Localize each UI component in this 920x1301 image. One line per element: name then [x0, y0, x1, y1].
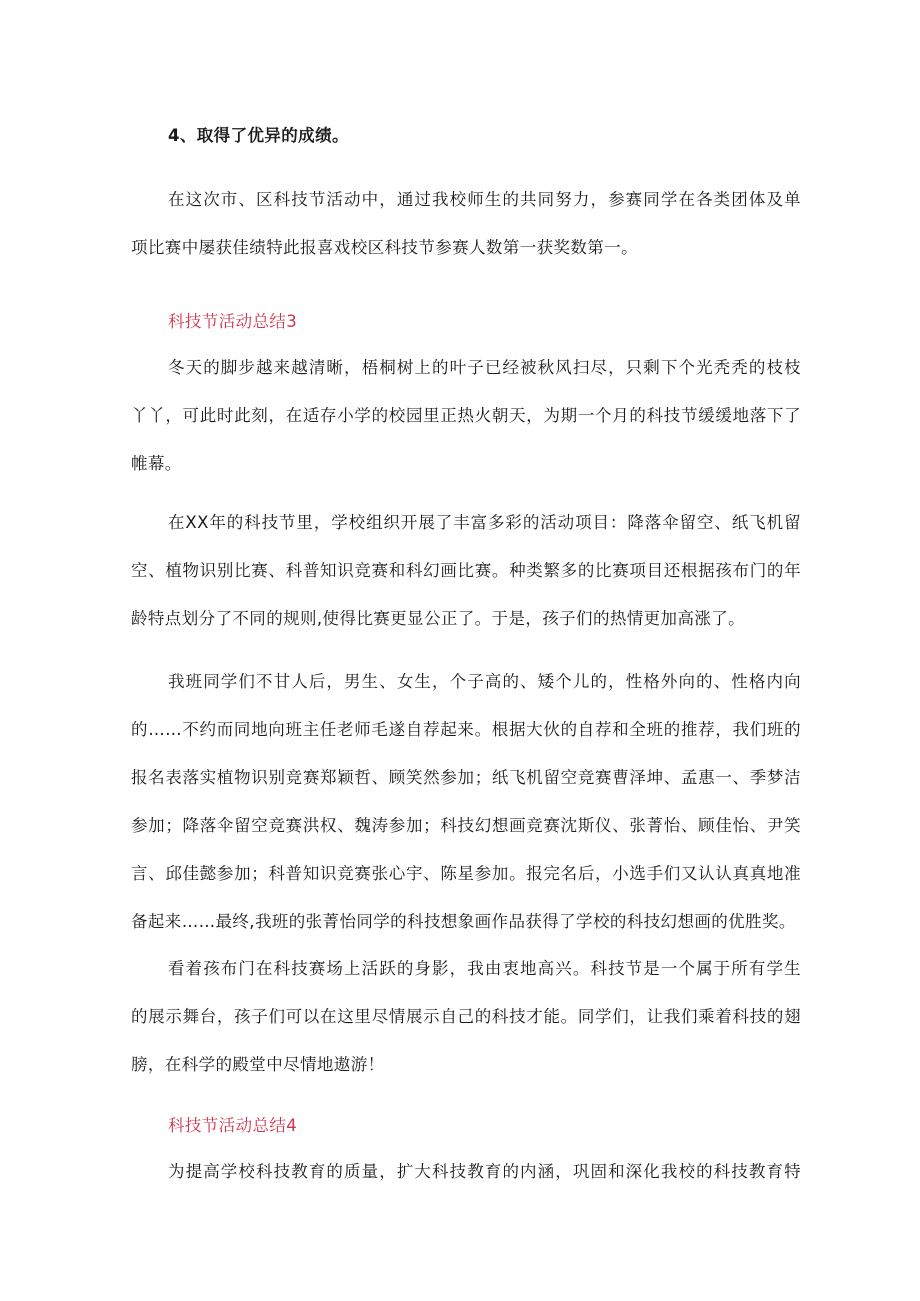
- section-title: 4、取得了优异的成绩。: [168, 126, 349, 145]
- paragraph-line: 膀，在科学的殿堂中尽情地遨游！: [131, 1055, 385, 1074]
- paragraph-line: 的展示舞台，孩子们可以在这里尽情展示自己的科技才能。同学们，让我们乘着科技的翅: [131, 1007, 801, 1026]
- section-heading: 科技节活动总结3: [168, 312, 298, 331]
- paragraph-line: 冬天的脚步越来越清晰，梧桐树上的叶子已经被秋风扫尽，只剩下个光秃秃的枝枝: [168, 358, 801, 377]
- section-heading: 科技节活动总结4: [168, 1116, 298, 1135]
- paragraph-line: 龄特点划分了不同的规则,使得比赛更显公正了。于是，孩子们的热情更加高涨了。: [131, 609, 746, 628]
- paragraph-line: 在这次市、区科技节活动中，通过我校师生的共同努力，参赛同学在各类团体及单: [168, 190, 801, 209]
- paragraph-line: 项比赛中屡获佳绩特此报喜戏校区科技节参赛人数第一获奖数第一。: [131, 238, 638, 257]
- paragraph-line: 帷幕。: [131, 454, 182, 473]
- paragraph-line: 在XX年的科技节里，学校组织开展了丰富多彩的活动项目：降落伞留空、纸飞机留: [168, 513, 801, 532]
- paragraph-line: 言、邱佳懿参加；科普知识竞赛张心宇、陈星参加。报完名后，小选手们又认认真真地准: [131, 864, 801, 883]
- paragraph-line: 看着孩布门在科技赛场上活跃的身影，我由衷地高兴。科技节是一个属于所有学生: [168, 959, 801, 978]
- paragraph-line: 参加；降落伞留空竞赛洪权、魏涛参加；科技幻想画竞赛沈斯仪、张菁怡、顾佳怡、尹笑: [131, 816, 801, 835]
- paragraph-line: 我班同学们不甘人后，男生、女生，个子高的、矮个儿的，性格外向的、性格内向: [168, 672, 801, 691]
- paragraph-line: 报名表落实植物识别竞赛郑颖哲、顾笑然参加；纸飞机留空竞赛曹泽坤、孟惠一、季梦洁: [131, 768, 801, 787]
- paragraph-line: 的……不约而同地向班主任老师毛遂自荐起来。根据大伙的自荐和全班的推荐，我们班的: [131, 720, 801, 739]
- paragraph-line: 空、植物识别比赛、科普知识竞赛和科幻画比赛。种类繁多的比赛项目还根据孩布门的年: [131, 561, 801, 580]
- paragraph-line: 备起来……最终,我班的张菁怡同学的科技想象画作品获得了学校的科技幻想画的优胜奖。: [131, 912, 796, 931]
- paragraph-line: 为提高学校科技教育的质量，扩大科技教育的内涵，巩固和深化我校的科技教育特: [168, 1162, 801, 1181]
- paragraph-line: 丫丫，可此时此刻，在适存小学的校园里正热火朝天，为期一个月的科技节缓缓地落下了: [131, 406, 801, 425]
